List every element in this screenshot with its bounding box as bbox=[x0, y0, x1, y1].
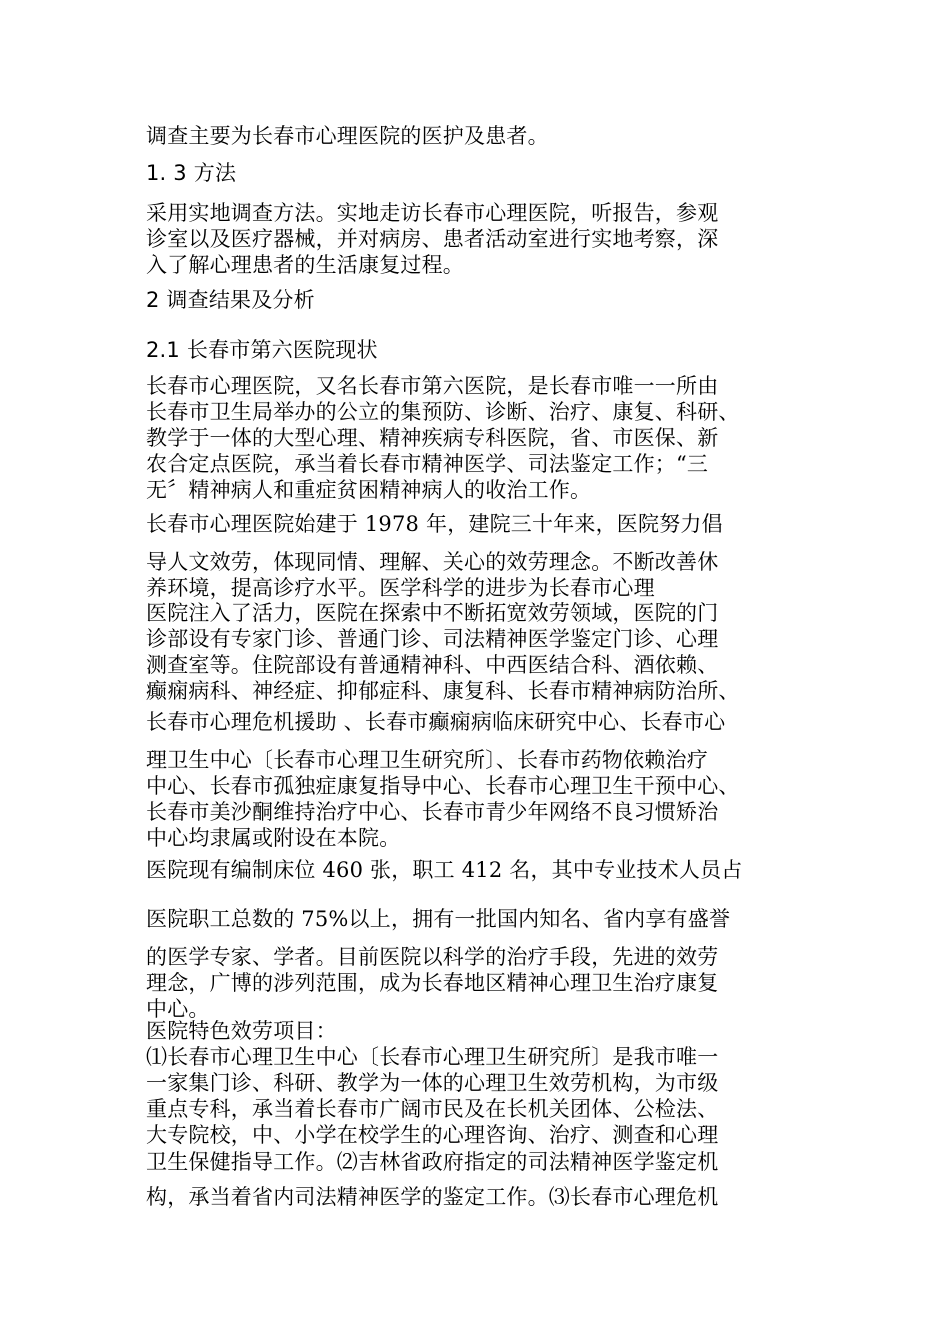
text-line: 教学于一体的大型心理、精神疾病专科医院，省、市医保、新 bbox=[146, 426, 719, 450]
text-line: 理念，广博的涉列范围，成为长春地区精神心理卫生治疗康复 bbox=[146, 971, 719, 995]
text-line: 大专院校，中、小学在校学生的心理咨询、治疗、测查和心理 bbox=[146, 1123, 719, 1147]
text-line: 构，承当着省内司法精神医学的鉴定工作。⑶长春市心理危机 bbox=[146, 1185, 719, 1209]
text-line: 采用实地调查方法。实地走访长春市心理医院，听报告，参观 bbox=[146, 201, 719, 225]
text-line: ⑴长春市心理卫生中心〔长春市心理卫生研究所〕是我市唯一 bbox=[146, 1045, 719, 1069]
section-heading: 2 调查结果及分析 bbox=[146, 288, 315, 312]
text-line: 长春市心理医院始建于 1978 年，建院三十年来，医院努力倡 bbox=[146, 512, 723, 536]
text-line: 理卫生中心〔长春市心理卫生研究所〕、长春市药物依赖治疗 bbox=[146, 748, 708, 772]
text-line: 医院特色效劳项目： bbox=[146, 1019, 337, 1043]
text-line: 医院现有编制床位 460 张，职工 412 名，其中专业技术人员占 bbox=[146, 858, 743, 882]
section-heading: 2.1 长春市第六医院现状 bbox=[146, 338, 378, 362]
text-line: 导人文效劳，体现同情、理解、关心的效劳理念。不断改善休 bbox=[146, 550, 719, 574]
text-line: 中心均隶属或附设在本院。 bbox=[146, 826, 401, 850]
text-line: 的医学专家、学者。目前医院以科学的治疗手段，先进的效劳 bbox=[146, 945, 719, 969]
text-line: 中心、长春市孤独症康复指导中心、长春市心理卫生干预中心、 bbox=[146, 774, 740, 798]
section-heading: 1. 3 方法 bbox=[146, 161, 237, 185]
text-line: 无〞精神病人和重症贫困精神病人的收治工作。 bbox=[146, 478, 592, 502]
text-line: 养环境，提高诊疗水平。医学科学的进步为长春市心理 bbox=[146, 576, 655, 600]
text-line: 测查室等。住院部设有普通精神科、中西医结合科、酒依赖、 bbox=[146, 653, 719, 677]
text-line: 重点专科，承当着长春市广阔市民及在长机关团体、公检法、 bbox=[146, 1097, 719, 1121]
text-line: 癫痫病科、神经症、抑郁症科、康复科、长春市精神病防治所、 bbox=[146, 679, 740, 703]
text-line: 入了解心理患者的生活康复过程。 bbox=[146, 253, 464, 277]
text-line: 中心。 bbox=[146, 997, 210, 1021]
text-line: 长春市心理危机援助 、长春市癫痫病临床研究中心、长春市心 bbox=[146, 710, 726, 734]
text-line: 农合定点医院，承当着长春市精神医学、司法鉴定工作；“三 bbox=[146, 452, 709, 476]
text-line: 长春市卫生局举办的公立的集预防、诊断、治疗、康复、科研、 bbox=[146, 400, 740, 424]
text-line: 医院注入了活力，医院在探索中不断拓宽效劳领域，医院的门 bbox=[146, 601, 719, 625]
text-line: 长春市心理医院，又名长春市第六医院，是长春市唯一一所由 bbox=[146, 374, 719, 398]
text-line: 调查主要为长春市心理医院的医护及患者。 bbox=[146, 124, 549, 148]
text-line: 卫生保健指导工作。⑵吉林省政府指定的司法精神医学鉴定机 bbox=[146, 1150, 719, 1174]
text-line: 长春市美沙酮维持治疗中心、长春市青少年网络不良习惯矫治 bbox=[146, 800, 719, 824]
text-line: 医院职工总数的 75%以上，拥有一批国内知名、省内享有盛誉 bbox=[146, 907, 731, 931]
text-line: 一家集门诊、科研、教学为一体的心理卫生效劳机构，为市级 bbox=[146, 1071, 719, 1095]
text-line: 诊室以及医疗器械，并对病房、患者活动室进行实地考察，深 bbox=[146, 227, 719, 251]
text-line: 诊部设有专家门诊、普通门诊、司法精神医学鉴定门诊、心理 bbox=[146, 627, 719, 651]
